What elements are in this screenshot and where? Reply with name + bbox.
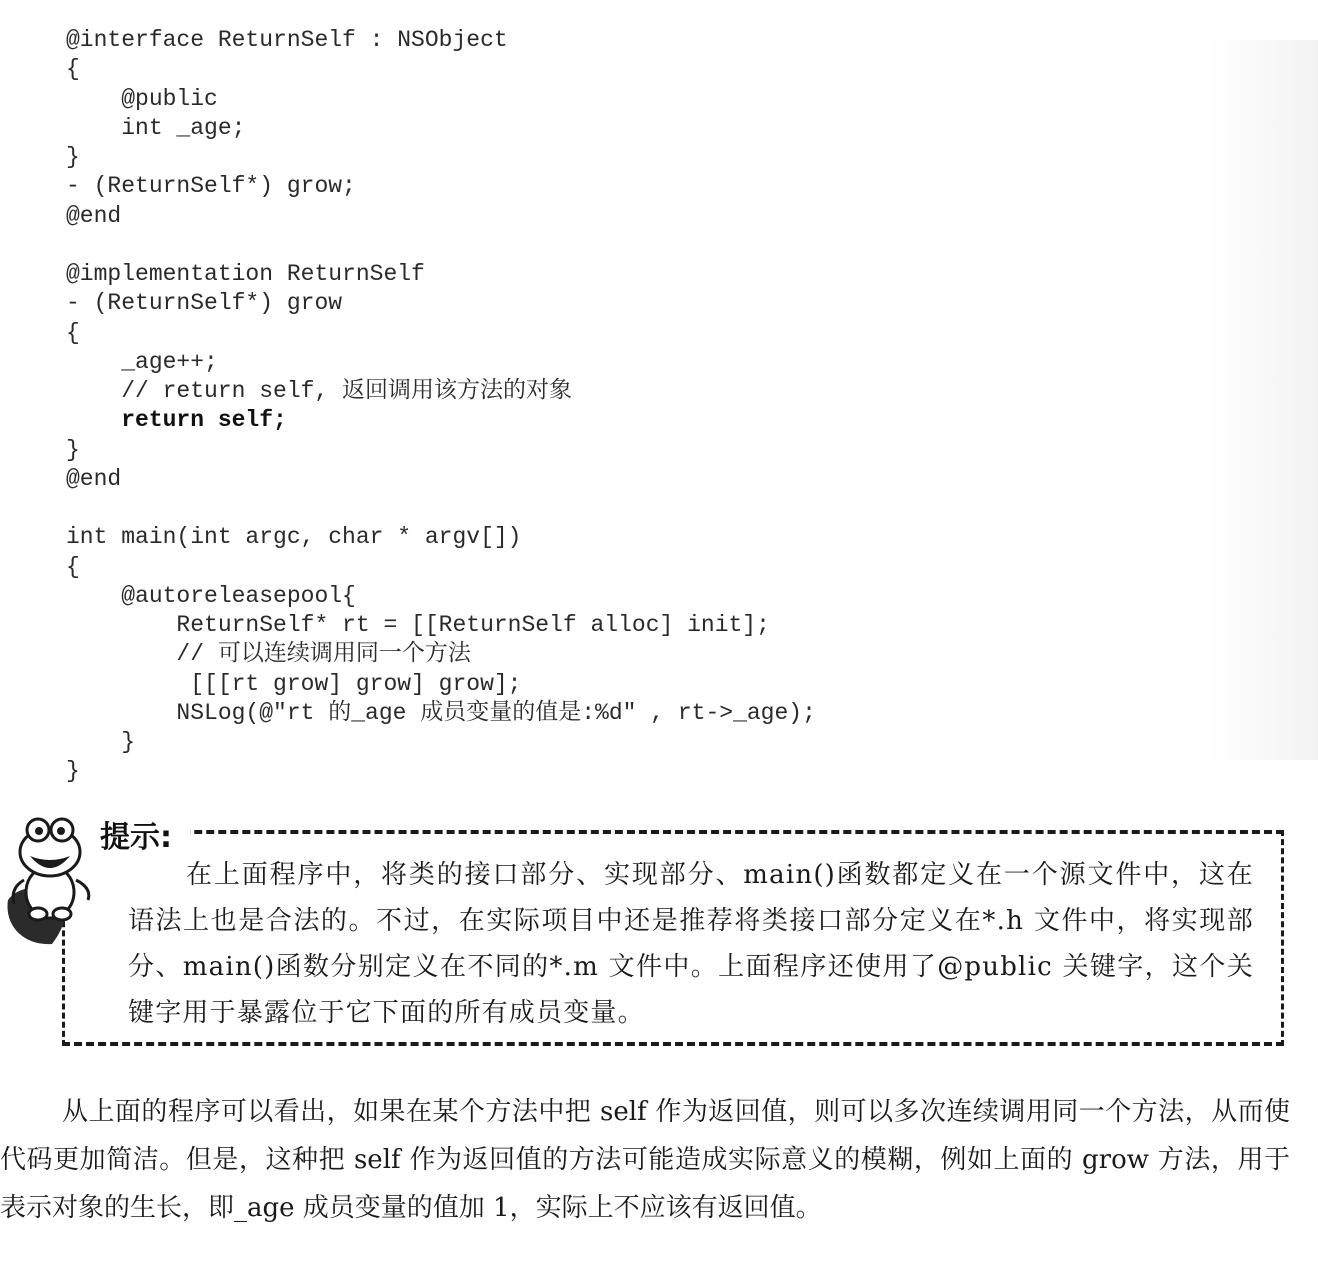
code-line: - (ReturnSelf*) grow; <box>66 173 356 200</box>
code-line <box>66 231 816 260</box>
code-line: } <box>66 144 80 170</box>
code-line: // 可以连续调用同一个方法 <box>66 641 471 668</box>
page-edge-shading <box>1208 40 1318 760</box>
code-line <box>66 494 816 523</box>
code-line: } <box>66 729 136 755</box>
code-line: @implementation ReturnSelf <box>66 261 425 287</box>
code-line: - (ReturnSelf*) grow <box>66 290 343 317</box>
tip-title: 提示: <box>100 820 172 855</box>
code-line: [[[rt grow] grow] grow]; <box>66 670 522 697</box>
tip-text: 在上面程序中，将类的接口部分、实现部分、main()函数都定义在一个源文件中，这在语法上也是合法的。不过，在实际项目中还是推荐将类接口部分定义在*.h 文件中，将实现部分、main()函数分别定义在不同的*.m 文件中。上面程序还使用了@public 关键字，这个关键字用于暴露位于它下面的所有成员变量。 <box>128 860 1254 1028</box>
code-line: _age++; <box>66 348 218 375</box>
code-line: @end <box>66 202 122 229</box>
body-paragraph: 从上面的程序可以看出，如果在某个方法中把 self 作为返回值，则可以多次连续调用同一个方法，从而使代码更加简洁。但是，这种把 self 作为返回值的方法可能造成实际意义的模糊，例如上面的 grow 方法，用于表示对象的生长，即_age 成员变量的值加 1，实际上不应该有返回值。 <box>0 1097 1290 1223</box>
code-line: int main(int argc, char * argv[]) <box>66 524 522 551</box>
code-line-return-self: return self; <box>66 407 287 434</box>
code-line: @public <box>66 85 218 112</box>
code-line: } <box>66 758 80 785</box>
code-line: { <box>66 56 80 83</box>
code-line: } <box>66 436 80 463</box>
code-line: NSLog(@"rt 的_age 成员变量的值是:%d" , rt->_age); <box>66 699 816 726</box>
code-line: int _age; <box>66 114 246 141</box>
code-line: @autoreleasepool{ <box>66 582 356 609</box>
code-line: { <box>66 553 80 580</box>
code-line: @interface ReturnSelf : NSObject <box>66 27 508 53</box>
code-listing <box>66 26 816 787</box>
code-line: @end <box>66 465 122 492</box>
code-line: { <box>66 319 80 346</box>
frog-mascot-icon <box>2 808 104 948</box>
code-line: // return self, 返回调用该方法的对象 <box>66 378 573 404</box>
code-line: ReturnSelf* rt = [[ReturnSelf alloc] init]; <box>66 612 770 638</box>
